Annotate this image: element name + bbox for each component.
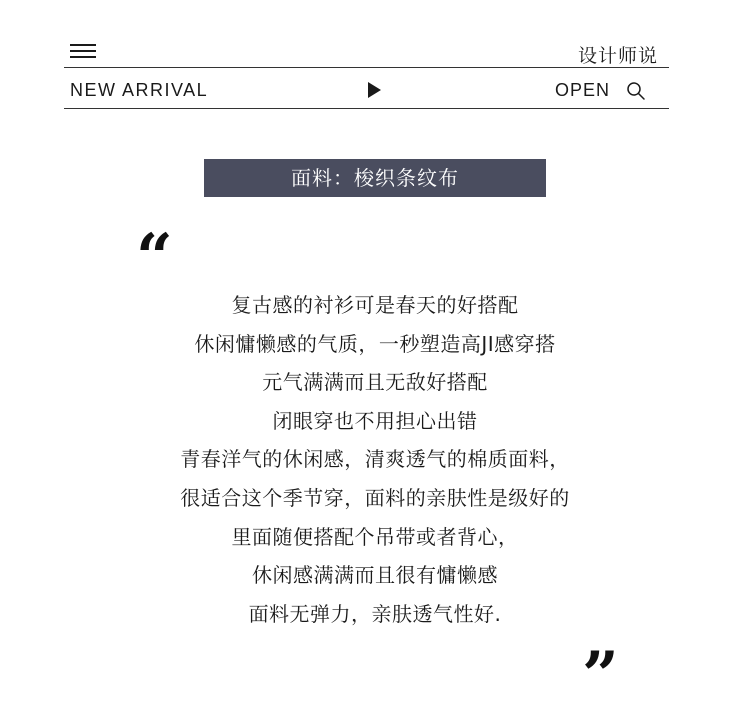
description-line: 元气满满而且无敌好搭配 (262, 370, 488, 395)
brand-title: 设计师说 (577, 45, 658, 67)
menu-bar (70, 56, 96, 58)
play-icon[interactable] (368, 82, 381, 98)
description-line: 青春洋气的休闲感，清爽透气的棉质面料， (180, 447, 570, 472)
menu-bar (70, 44, 96, 46)
description-line: 休闲感满满而且很有慵懒感 (252, 563, 498, 588)
product-description (100, 286, 650, 633)
header-divider-top (64, 67, 669, 68)
description-line: 面料无弹力，亲肤透气性好. (248, 601, 502, 626)
description-line: 复古感的衬衫可是春天的好搭配 (231, 293, 519, 317)
header-divider-bottom (64, 108, 669, 109)
open-quote-mark: “ (136, 220, 169, 295)
description-line: 休闲慵懒感的气质，一秒塑造高JI感穿搭 (194, 331, 556, 356)
menu-bar (70, 50, 96, 52)
description-line: 闭眼穿也不用担心出错 (272, 408, 478, 433)
open-button[interactable]: OPEN (555, 80, 611, 100)
fabric-title-banner: 面料：梭织条纹布 (204, 159, 546, 197)
new-arrival-label[interactable]: NEW ARRIVAL (70, 80, 209, 100)
search-icon[interactable] (626, 81, 646, 101)
close-quote-mark: ” (582, 638, 615, 713)
hamburger-menu-icon[interactable] (70, 44, 96, 59)
description-line: 里面随便搭配个吊带或者背心， (231, 524, 519, 549)
description-line: 很适合这个季节穿，面料的亲肤性是级好的 (180, 485, 570, 510)
